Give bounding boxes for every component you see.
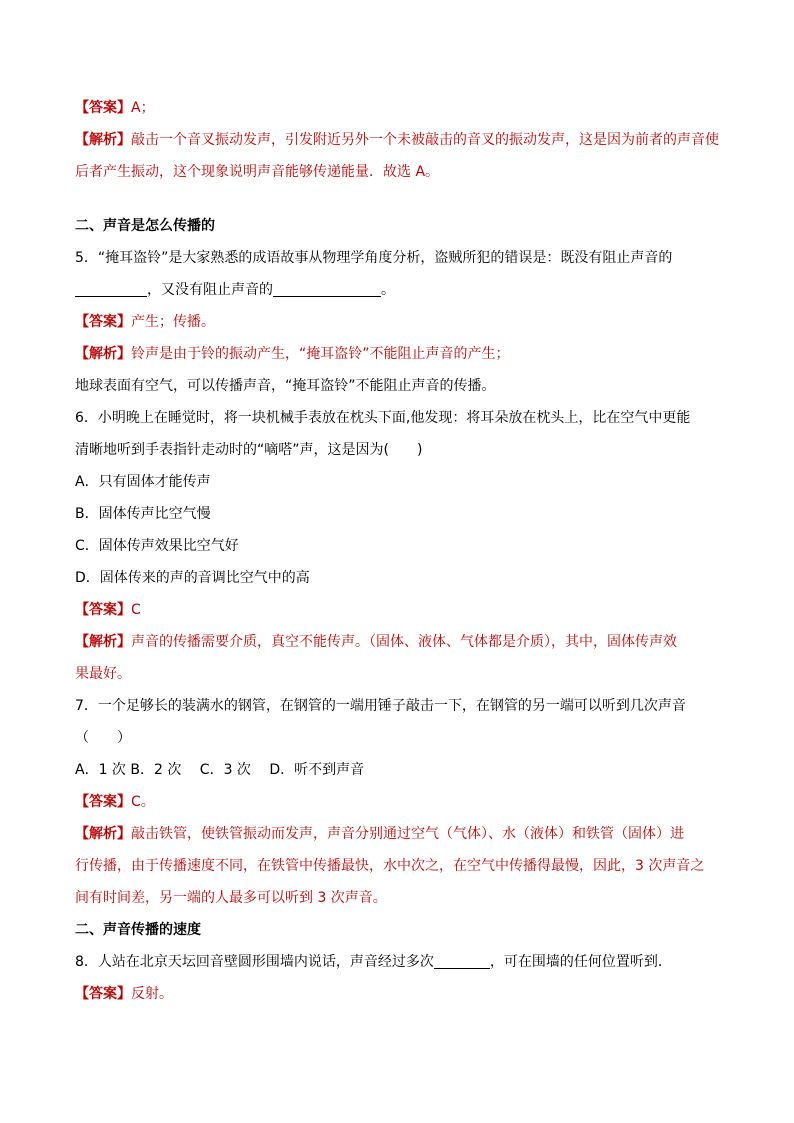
question-6-line-1: 6．小明晚上在睡觉时，将一块机械手表放在枕头下面,他发现：将耳朵放在枕头上，比在空气中更能 <box>75 410 691 426</box>
question-5-mid-text: ，又没有阻止声音的 <box>147 282 273 298</box>
analysis-line <box>75 124 725 156</box>
question-5-line-1: 5．“掩耳盗铃”是大家熟悉的成语故事从物理学角度分析，盗贼所犯的错误是：既没有阻止声音的 <box>75 250 673 266</box>
answer-label: 【答案】 <box>75 986 131 1002</box>
answer-label: 【答案】 <box>75 794 131 810</box>
analysis-text: 敲击铁管，使铁管振动而发声，声音分别通过空气（气体）、水（液体）和铁管（固体）进 <box>131 826 684 842</box>
question-6-option-d: D．固体传来的声的音调比空气中的高 <box>75 570 310 586</box>
question-6-option-a: A．只有固体才能传声 <box>75 474 211 490</box>
answer-text: C。 <box>131 794 155 810</box>
analysis-text: 铃声是由于铃的振动产生，“掩耳盗铃”不能阻止声音的产生； <box>131 346 510 362</box>
fill-blank-1 <box>75 278 147 297</box>
question-8-text-end: ，可在围墙的任何位置听到． <box>489 954 672 970</box>
question-6-option-c: C．固体传声效果比空气好 <box>75 538 239 554</box>
answer-label: 【答案】 <box>75 100 131 116</box>
question-5-line-2 <box>75 274 725 306</box>
question-5-answer <box>75 306 725 338</box>
answer-label: 【答案】 <box>75 602 131 618</box>
analysis-label: 【解析】 <box>75 826 131 842</box>
answer-text: 反射。 <box>131 986 173 1002</box>
answer-text: A； <box>131 100 155 116</box>
analysis-text: 敲击一个音叉振动发声，引发附近另外一个未被敲击的音叉的振动发声，这是因为前者的声音使 <box>131 132 719 148</box>
fill-blank-3 <box>434 950 490 969</box>
section-heading: 二、声音是怎么传播的 <box>75 218 215 234</box>
analysis-continuation: 后者产生振动，这个现象说明声音能够传递能量．故选 A。 <box>75 164 440 180</box>
question-8-answer <box>75 978 725 1010</box>
answer-label: 【答案】 <box>75 314 131 330</box>
question-5-analysis <box>75 338 725 370</box>
question-8-line-1 <box>75 946 725 978</box>
question-6-analysis <box>75 626 725 658</box>
analysis-label: 【解析】 <box>75 634 131 650</box>
analysis-label: 【解析】 <box>75 132 131 148</box>
answer-line <box>75 92 725 124</box>
question-6-answer <box>75 594 725 626</box>
question-8-text-start: 8．人站在北京天坛回音壁圆形围墙内说话，声音经过多次 <box>75 954 434 970</box>
question-7-line-1: 7．一个足够长的装满水的钢管，在钢管的一端用锤子敲击一下，在钢管的另一端可以听到几次声音 <box>75 698 686 714</box>
fill-blank-2 <box>273 278 381 297</box>
analysis-text: 声音的传播需要介质，真空不能传声。（固体、液体、气体都是介质），其中，固体传声效 <box>131 634 677 650</box>
question-7-answer <box>75 786 725 818</box>
question-7-analysis <box>75 818 725 850</box>
question-7-options: A．1 次 B．2 次 C．3 次 D．听不到声音 <box>75 762 365 778</box>
question-6-analysis-continuation: 果最好。 <box>75 666 131 682</box>
question-7-analysis-continuation-2: 间有时间差，另一端的人最多可以听到 3 次声音。 <box>75 890 387 906</box>
answer-text: 产生；传播。 <box>131 314 215 330</box>
question-7-analysis-continuation-1: 行传播，由于传播速度不同，在铁管中传播最快，水中次之，在空气中传播得最慢，因此，3 次声音之 <box>75 858 705 874</box>
answer-text: C <box>131 602 141 618</box>
document-page <box>75 92 725 1010</box>
question-6-option-b: B．固体传声比空气慢 <box>75 506 211 522</box>
question-6-line-2: 清晰地听到手表指针走动时的“嘀嗒”声，这是因为( ) <box>75 442 423 458</box>
question-5-end-text: 。 <box>381 282 395 298</box>
section-heading: 二、声音传播的速度 <box>75 922 201 938</box>
question-5-analysis-continuation: 地球表面有空气，可以传播声音，“掩耳盗铃”不能阻止声音的传播。 <box>75 378 496 394</box>
analysis-label: 【解析】 <box>75 346 131 362</box>
question-7-line-2: （ ） <box>75 730 131 746</box>
